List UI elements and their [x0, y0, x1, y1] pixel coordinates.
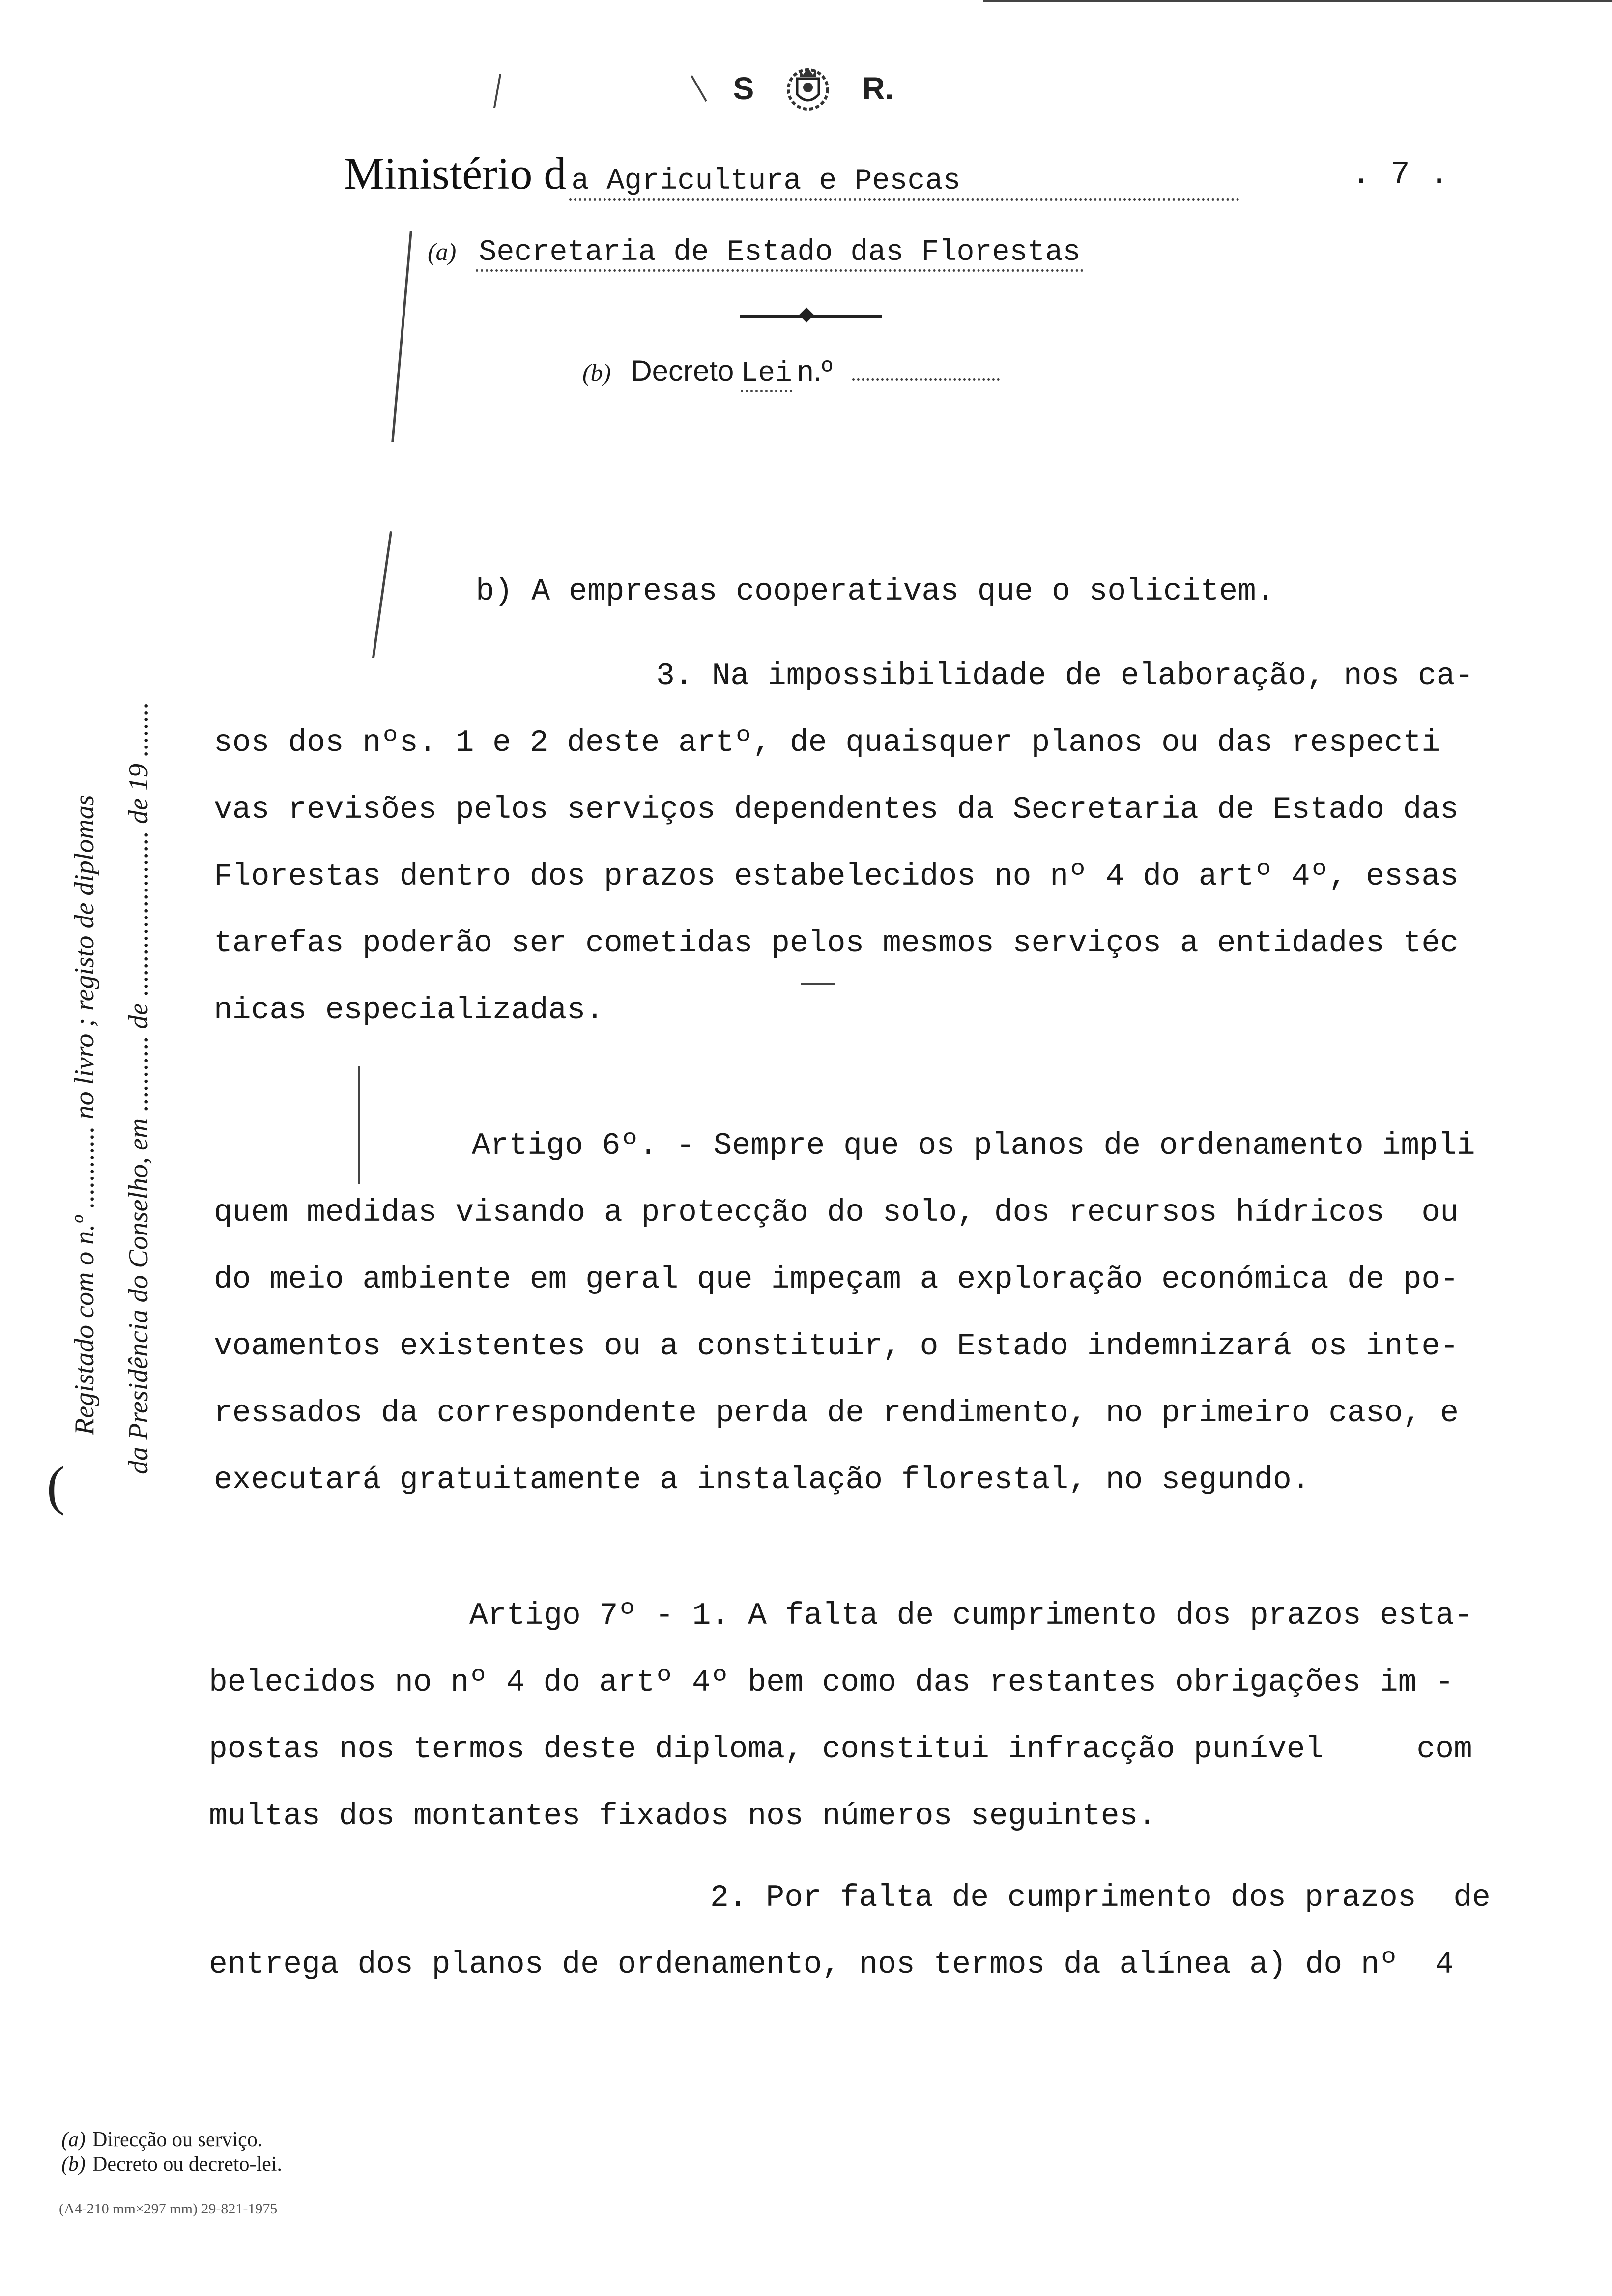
- decree-number-blank: [852, 378, 1000, 381]
- ministry-prefix: Ministério d: [344, 148, 567, 199]
- state-seal: [698, 44, 929, 133]
- body-line: postas nos termos deste diploma, constitui infracção punível com: [209, 1732, 1472, 1767]
- seal-letter-left: S: [733, 71, 754, 106]
- footnote-a: [61, 2128, 262, 2152]
- margin-stroke: [391, 231, 412, 442]
- decree-number-label: n.º: [797, 354, 833, 387]
- body-line: voamentos existentes ou a constituir, o Estado indemnizará os inte-: [214, 1329, 1459, 1364]
- footnote-ref-a: (a): [428, 238, 457, 265]
- coat-of-arms-icon: [778, 59, 837, 118]
- decree-line: [582, 354, 1000, 392]
- body-line: Florestas dentro dos prazos estabelecidos no nº 4 do artº 4º, essas: [214, 859, 1459, 894]
- body-line: multas dos montantes fixados nos números seguintes.: [209, 1799, 1157, 1834]
- footnote-b-marker: (b): [61, 2153, 86, 2176]
- body-line: nicas especializadas.: [214, 993, 604, 1028]
- seal-letter-right: R.: [862, 71, 894, 106]
- body-line: quem medidas visando a protecção do solo, dos recursos hídricos ou: [214, 1195, 1459, 1230]
- margin-stroke: [358, 1066, 360, 1184]
- footnote-ref-b: (b): [582, 359, 611, 386]
- body-line: b) A empresas cooperativas que o solicitem.: [476, 574, 1275, 609]
- body-line: vas revisões pelos serviços dependentes da Secretaria de Estado das: [214, 792, 1459, 827]
- margin-stroke: [801, 983, 835, 985]
- body-line: entrega dos planos de ordenamento, nos termos da alínea a) do nº 4: [209, 1947, 1454, 1982]
- ministry-heading: [344, 147, 1474, 206]
- body-line: Artigo 6º. - Sempre que os planos de ordenamento impli: [472, 1128, 1475, 1163]
- margin-stroke: [493, 74, 501, 108]
- secretaria-heading: [428, 236, 1084, 272]
- body-line: executará gratuitamente a instalação florestal, no segundo.: [214, 1463, 1310, 1497]
- body-line: sos dos nºs. 1 e 2 deste artº, de quaisquer planos ou das respecti: [214, 725, 1440, 760]
- registry-bracket-icon: (: [47, 1456, 65, 1516]
- body-line: ressados da correspondente perda de rendimento, no primeiro caso, e: [214, 1396, 1459, 1431]
- body-line: tarefas poderão ser cometidas pelos mesmos serviços a entidades téc: [214, 926, 1459, 961]
- footnote-a-text: Direcção ou serviço.: [92, 2128, 263, 2151]
- secretaria-name: Secretaria de Estado das Florestas: [476, 236, 1083, 272]
- margin-stroke: [372, 531, 392, 658]
- registry-line-1: Registado com o n.º ............ no livro ; registo de diplomas: [69, 795, 100, 1435]
- divider-diamond-icon: [799, 307, 814, 322]
- body-line: Artigo 7º - 1. A falta de cumprimento dos prazos esta-: [469, 1598, 1473, 1633]
- body-line: belecidos no nº 4 do artº 4º bem como das restantes obrigações im -: [209, 1665, 1454, 1700]
- decree-label: Decreto: [631, 354, 734, 387]
- footnote-b: [61, 2152, 282, 2176]
- decree-type: Lei: [741, 358, 792, 392]
- body-line: 3. Na impossibilidade de elaboração, nos ca-: [656, 659, 1474, 693]
- page-number: . 7 .: [1352, 156, 1449, 193]
- body-line: do meio ambiente em geral que impeçam a exploração económica de po-: [214, 1262, 1459, 1297]
- registry-line-2: da Presidência do Conselho, em ........... de ........................ de 19 ........: [123, 702, 154, 1474]
- body-line: 2. Por falta de cumprimento dos prazos de: [710, 1880, 1491, 1915]
- print-info: (A4-210 mm×297 mm) 29-821-1975: [59, 2201, 278, 2217]
- ministry-name: a Agricultura e Pescas: [569, 165, 1239, 201]
- scan-edge-line: [983, 0, 1612, 2]
- footnote-a-marker: (a): [61, 2128, 86, 2151]
- footnote-b-text: Decreto ou decreto-lei.: [92, 2153, 282, 2176]
